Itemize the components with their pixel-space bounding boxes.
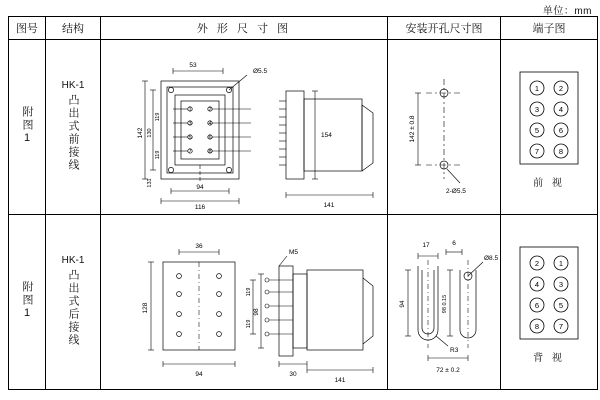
dim-d55: Ø5.5 [253,68,268,75]
pin-3: 3 [188,121,192,127]
pin-7: 7 [188,149,192,155]
terminal-view-label-1: 前 视 [533,177,565,189]
dim2-119a: 119 [246,287,252,297]
term2-l2: 4 [534,279,540,289]
pin-2: 2 [208,107,212,113]
dim2-m5: M5 [289,249,299,256]
dim-130: 130 [147,128,153,138]
table-row [9,40,598,215]
dim-131: 131 [147,178,153,188]
header-struct: 结构 [46,17,101,40]
mount-dim-142: 142 ± 0.8 [409,115,416,143]
term-l2: 3 [534,104,540,114]
term2-l1: 2 [534,258,540,268]
dim-94: 94 [196,184,204,191]
terminal-wrap-1 [501,66,597,189]
table-header-row [9,17,598,40]
struct-text: 凸出式后接线 [67,268,80,347]
unit-note: 单位：mm [542,6,592,17]
dimension-table [8,16,598,390]
outline-drawing-1 [101,40,388,215]
row-code-cell [9,215,46,390]
mount2-17: 17 [422,242,430,249]
row-code-label: 附图1 [21,280,34,321]
mount-dim-hole: 2-Ø5.5 [446,188,466,195]
row-code-label: 附图1 [21,105,34,146]
struct-text: 凸出式前接线 [67,93,80,172]
dim2-94: 94 [195,371,203,378]
term-r3: 6 [558,125,564,135]
term2-r3: 5 [558,300,564,310]
pin-6: 6 [208,135,212,141]
term2-r2: 3 [558,279,564,289]
outline-drawing-2 [101,215,388,390]
dim2-30: 30 [289,371,297,378]
term-r4: 8 [558,146,564,156]
mount-drawing-2 [388,215,501,390]
dim-142: 142 [137,127,144,139]
struct-model: HK-1 [61,79,85,91]
header-outline: 外 形 尺 寸 图 [101,17,388,40]
dim-154: 154 [321,132,332,139]
mount2-r3: R3 [450,347,459,354]
mount2-6: 6 [452,240,456,247]
struct-model: HK-1 [61,254,85,266]
pin-5: 5 [188,135,192,141]
dim-116: 116 [194,204,206,211]
dim2-119b: 119 [246,319,252,329]
dim-141: 141 [323,202,335,209]
dim-119b: 119 [155,112,161,122]
mount2-72: 72 ± 0.2 [436,367,460,374]
term2-l3: 6 [534,300,540,310]
pin-8: 8 [208,149,212,155]
term2-l4: 8 [534,321,540,331]
dim2-128: 128 [142,302,149,314]
term-r2: 4 [558,104,564,114]
dim-53: 53 [189,62,197,69]
terminal-diagram-1 [501,40,598,215]
row-struct-cell [46,215,101,390]
pin-1: 1 [188,107,192,113]
row-struct-cell [46,40,101,215]
header-mount: 安装开孔尺寸图 [388,17,501,40]
term2-r1: 1 [558,258,564,268]
dim-119a: 119 [155,150,161,160]
mount2-d85: Ø8.5 [484,255,499,262]
dim2-98: 98 [253,308,260,316]
terminal-view-label-2: 背 视 [533,352,565,364]
term-l3: 5 [534,125,540,135]
header-code: 图号 [9,17,46,40]
term-r1: 2 [558,83,564,93]
row-code-cell [9,40,46,215]
mount-drawing-1 [388,40,501,215]
term2-r4: 7 [558,321,564,331]
mount2-98: 98 0.15 [442,294,448,314]
dim2-36: 36 [195,243,203,250]
table-row [9,215,598,390]
terminal-wrap-2 [501,241,597,364]
terminal-diagram-2 [501,215,598,390]
term-l4: 7 [534,146,540,156]
dim2-141: 141 [334,377,346,384]
term-l1: 1 [534,83,540,93]
header-terminal: 端子图 [501,17,598,40]
pin-4: 4 [208,121,212,127]
mount2-94: 94 [399,300,406,308]
